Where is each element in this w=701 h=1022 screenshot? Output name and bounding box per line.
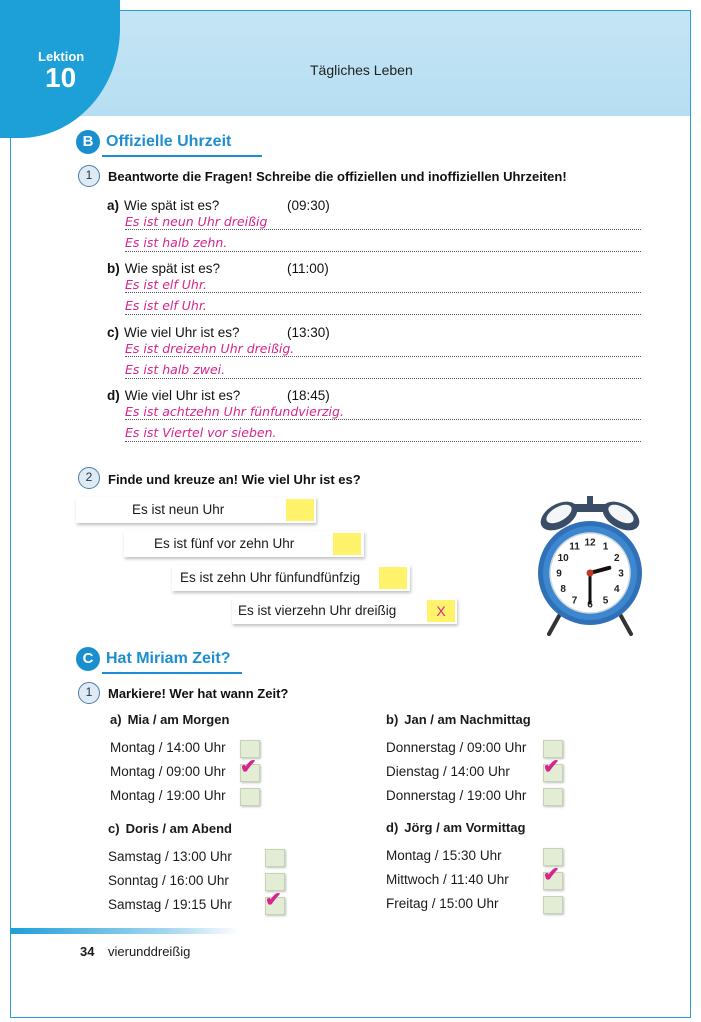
- schedule-item: Freitag / 15:00 Uhr: [386, 896, 499, 911]
- question-text: Wie viel Uhr ist es?: [124, 325, 240, 340]
- question-row: [107, 325, 240, 340]
- question-time: (18:45): [287, 388, 330, 403]
- clock-numeral: 6: [587, 599, 593, 611]
- answer-line[interactable]: [125, 378, 641, 379]
- time-option-label: Es ist neun Uhr: [132, 502, 225, 517]
- footer-bar: [10, 928, 240, 934]
- exercise-b2-number: 2: [78, 467, 100, 489]
- schedule-item: Donnerstag / 19:00 Uhr: [386, 788, 527, 803]
- schedule-item: Dienstag / 14:00 Uhr: [386, 764, 510, 779]
- schedule-checkbox[interactable]: [265, 849, 285, 867]
- question-time: (09:30): [287, 198, 330, 213]
- exercise-c1-number: 1: [78, 682, 100, 704]
- answer-text: Es ist neun Uhr dreißig: [125, 214, 268, 229]
- time-option-label: Es ist fünf vor zehn Uhr: [154, 536, 295, 551]
- schedule-item: Montag / 14:00 Uhr: [110, 740, 226, 755]
- time-option-label: Es ist vierzehn Uhr dreißig: [238, 603, 397, 618]
- group-label: d): [386, 820, 399, 835]
- answer-text: Es ist halb zwei.: [125, 362, 226, 377]
- clock-numeral: 2: [614, 553, 620, 564]
- clock-numeral: 3: [618, 568, 624, 580]
- section-b-underline: [102, 155, 262, 157]
- answer-text: Es ist achtzehn Uhr fünfundvierzig.: [125, 404, 344, 419]
- clock-numeral: 10: [557, 553, 569, 564]
- lesson-number: 10: [45, 62, 77, 93]
- section-b-letter: B: [76, 130, 100, 154]
- time-option-label: Es ist zehn Uhr fünfundfünfzig: [180, 570, 361, 585]
- checkmark-icon: ✔: [265, 889, 282, 911]
- schedule-checkbox[interactable]: [543, 864, 563, 890]
- clock-numeral: 5: [602, 595, 609, 607]
- schedule-item: Montag / 09:00 Uhr: [110, 764, 226, 779]
- schedule-item: Samstag / 19:15 Uhr: [108, 897, 232, 912]
- question-row: [107, 261, 220, 276]
- answer-text: Es ist elf Uhr.: [125, 277, 207, 292]
- section-b-heading: [76, 130, 266, 158]
- group-person: Jörg / am Vormittag: [404, 820, 526, 835]
- section-c-heading: [76, 647, 266, 675]
- group-title: [386, 712, 531, 727]
- answer-text: Es ist Viertel vor sieben.: [125, 425, 277, 440]
- exercise-c1-instruction: Markiere! Wer hat wann Zeit?: [108, 686, 289, 701]
- question-text: Wie spät ist es?: [124, 261, 221, 276]
- answer-text: Es ist halb zehn.: [125, 235, 228, 250]
- schedule-checkbox[interactable]: [543, 756, 563, 782]
- answer-line[interactable]: [125, 441, 641, 442]
- question-row: [107, 198, 219, 213]
- clock-numeral: 7: [571, 595, 578, 607]
- answer-line[interactable]: [125, 356, 641, 357]
- group-person: Doris / am Abend: [125, 821, 232, 836]
- answer-line[interactable]: [125, 229, 641, 230]
- page-number-word: vierunddreißig: [108, 944, 191, 959]
- question-letter: c): [107, 325, 120, 340]
- group-label: a): [110, 712, 122, 727]
- schedule-checkbox[interactable]: [240, 788, 260, 806]
- schedule-item: Sonntag / 16:00 Uhr: [108, 873, 229, 888]
- checkmark-icon: ✔: [240, 756, 257, 778]
- clock-numeral: 8: [560, 584, 566, 595]
- question-letter: b): [107, 261, 120, 276]
- answer-line[interactable]: [125, 251, 641, 252]
- group-person: Jan / am Nachmittag: [404, 712, 531, 727]
- schedule-checkbox[interactable]: [265, 889, 285, 915]
- time-option[interactable]: [76, 497, 316, 523]
- time-option-checkbox[interactable]: X: [427, 600, 455, 622]
- section-c-underline: [102, 672, 242, 674]
- alarm-clock-image: [535, 488, 645, 638]
- answer-text: Es ist elf Uhr.: [125, 298, 207, 313]
- group-person: Mia / am Morgen: [127, 712, 230, 727]
- clock-numeral: 9: [556, 568, 562, 580]
- time-option[interactable]: [232, 598, 457, 624]
- clock-numeral: 4: [614, 584, 620, 595]
- answer-line[interactable]: [125, 419, 641, 420]
- page-number: 34: [80, 944, 95, 959]
- section-c-title: Hat Miriam Zeit?: [106, 650, 231, 667]
- schedule-item: Samstag / 13:00 Uhr: [108, 849, 232, 864]
- time-option[interactable]: [172, 565, 410, 591]
- group-title: [110, 712, 229, 727]
- schedule-item: Donnerstag / 09:00 Uhr: [386, 740, 527, 755]
- schedule-item: Mittwoch / 11:40 Uhr: [386, 872, 509, 887]
- group-title: [108, 821, 232, 836]
- time-option[interactable]: [124, 531, 364, 557]
- time-option-checkbox[interactable]: [379, 567, 407, 589]
- question-letter: d): [107, 388, 120, 403]
- clock-numeral: 11: [569, 541, 580, 553]
- group-label: b): [386, 712, 399, 727]
- clock-numeral: 1: [602, 541, 609, 553]
- clock-numeral: 12: [584, 537, 596, 549]
- question-text: Wie viel Uhr ist es?: [124, 388, 241, 403]
- schedule-item: Montag / 19:00 Uhr: [110, 788, 226, 803]
- checkmark-icon: ✔: [543, 756, 560, 778]
- time-option-checkbox[interactable]: [286, 499, 314, 521]
- schedule-checkbox[interactable]: [543, 896, 563, 914]
- time-option-checkbox[interactable]: [333, 533, 361, 555]
- answer-line[interactable]: [125, 292, 641, 293]
- page-title: Tägliches Leben: [310, 62, 413, 78]
- question-time: (13:30): [287, 325, 330, 340]
- answer-line[interactable]: [125, 314, 641, 315]
- exercise-b1-number: 1: [78, 165, 100, 187]
- question-time: (11:00): [287, 261, 329, 276]
- schedule-checkbox[interactable]: [543, 788, 563, 806]
- exercise-b1-instruction: Beantworte die Fragen! Schreibe die offiziellen und inoffiziellen Uhrzeiten!: [108, 169, 567, 184]
- section-b-title: Offizielle Uhrzeit: [106, 133, 232, 150]
- lesson-label: Lektion: [38, 49, 85, 64]
- checkmark-icon: ✔: [543, 864, 560, 886]
- schedule-item: Montag / 15:30 Uhr: [386, 848, 502, 863]
- group-title: [386, 820, 525, 835]
- question-row: [107, 388, 240, 403]
- exercise-b2-instruction: Finde und kreuze an! Wie viel Uhr ist es?: [108, 472, 361, 487]
- question-text: Wie spät ist es?: [124, 198, 220, 213]
- question-letter: a): [107, 198, 120, 213]
- schedule-checkbox[interactable]: [240, 756, 260, 782]
- section-c-letter: C: [76, 647, 100, 671]
- group-label: c): [108, 821, 120, 836]
- answer-text: Es ist dreizehn Uhr dreißig.: [125, 341, 295, 356]
